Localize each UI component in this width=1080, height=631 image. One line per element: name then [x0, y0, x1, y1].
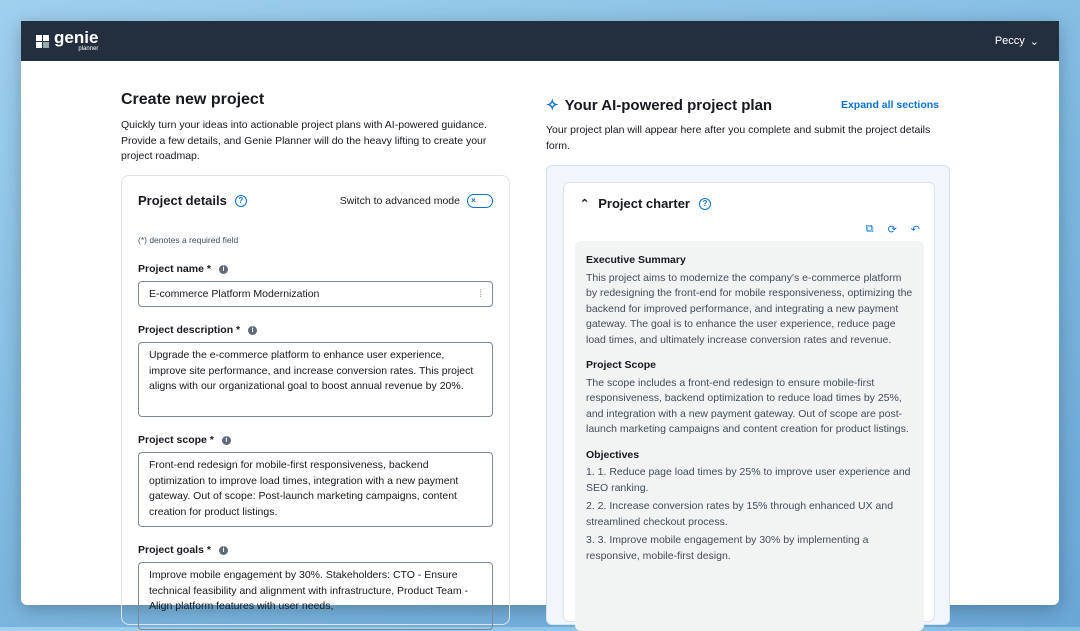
- required-note: (*) denotes a required field: [138, 235, 239, 245]
- undo-icon[interactable]: ↶: [910, 224, 920, 236]
- project-scope-input[interactable]: Front-end redesign for mobile-first responsiveness, backend optimization to improve load times, integration with a new payment gateway. Out of scope: Post-launch marketing campaigns, content creation for product listings.: [138, 452, 493, 527]
- info-icon[interactable]: i: [219, 265, 228, 274]
- objective-item: 1. 1. Reduce page load times by 25% to improve user experience and SEO ranking.: [586, 466, 911, 494]
- top-nav: [21, 21, 1059, 61]
- chevron-down-icon: ⌄: [1029, 35, 1039, 48]
- page-title: Create new project: [121, 91, 265, 108]
- user-name: Peccy: [994, 35, 1025, 47]
- exec-summary-text: This project aims to modernize the company's e-commerce platform by redesigning the front-end for mobile responsiveness, optimizing the backend for improved performance, and integrating a new payment gateway. The goal is to enhance the user experience, reduce page load times, and ultimately increase conversion rates and revenue.: [586, 271, 913, 346]
- chevron-up-icon[interactable]: ⌃: [580, 198, 590, 210]
- logo[interactable]: [36, 29, 98, 53]
- app-window: [21, 21, 1059, 612]
- field-label: Project name *: [138, 263, 211, 275]
- sparkle-icon: ✧: [546, 97, 559, 114]
- info-icon[interactable]: i: [222, 436, 231, 445]
- user-menu[interactable]: [995, 35, 1039, 48]
- project-charter-section: [563, 182, 935, 622]
- project-name-input[interactable]: [138, 281, 493, 307]
- plan-intro: Your project plan will appear here after you complete and submit the project details form.: [546, 124, 931, 152]
- card-title: Project details: [138, 193, 227, 208]
- help-icon[interactable]: ?: [699, 198, 711, 210]
- logo-icon: [36, 35, 49, 48]
- field-label: Project scope *: [138, 434, 214, 446]
- field-label: Project description *: [138, 324, 241, 336]
- input-value: Improve mobile engagement by 30%. Stakeholders: CTO - Ensure technical feasibility and alignment with infrastructure, Product Team - Align platform features with user needs,: [149, 569, 469, 612]
- exec-summary-heading: Executive Summary: [586, 254, 686, 266]
- ai-plan-header: [546, 96, 951, 154]
- project-details-card: [121, 175, 510, 625]
- objective-item: 3. 3. Improve mobile engagement by 30% by implementing a responsive, mobile-first design.: [586, 534, 869, 562]
- expand-all-link[interactable]: Expand all sections: [840, 99, 939, 111]
- advanced-mode-label: Switch to advanced mode: [339, 194, 460, 207]
- charter-content: [575, 241, 924, 631]
- objectives-heading: Objectives: [586, 448, 640, 461]
- logo-text: genie: [54, 28, 99, 47]
- objective-item: 2. 2. Increase conversion rates by 15% through enhanced UX and streamlined checkout process.: [586, 500, 894, 528]
- info-icon[interactable]: i: [248, 326, 257, 335]
- resize-handle-icon: ⁞: [479, 288, 482, 300]
- field-label: Project goals *: [138, 544, 211, 556]
- project-description-input[interactable]: Upgrade the e-commerce platform to enhance user experience, improve site performance, and increase conversion rates. This project aligns with our organizational goal to boost annual revenue by 20%.: [138, 342, 493, 417]
- intro-text: Quickly turn your ideas into actionable project plans with AI-powered guidance. Provide a few details, and Genie Planner will do the heavy lifting to create your project roadmap.: [121, 119, 487, 162]
- scope-heading: Project Scope: [586, 359, 657, 371]
- plan-panel: [546, 165, 950, 625]
- advanced-mode-toggle[interactable]: [467, 194, 493, 208]
- project-goals-input[interactable]: [138, 562, 493, 630]
- plan-title: Your AI-powered project plan: [564, 96, 773, 114]
- input-value: E-commerce Platform Modernization: [149, 288, 320, 300]
- refresh-icon[interactable]: ⟳: [887, 224, 897, 236]
- copy-icon[interactable]: ⧉: [865, 223, 874, 235]
- scope-text: The scope includes a front-end redesign to ensure mobile-first responsiveness, backend optimization to reduce load times by 25%, and integration with a new payment gateway. Out of scope are post-launch marketing campaigns and content creation for product listings.: [586, 376, 909, 435]
- section-title[interactable]: Project charter: [598, 196, 690, 211]
- help-icon[interactable]: ?: [235, 195, 247, 207]
- close-icon: ×: [471, 195, 476, 205]
- create-project-intro: [121, 91, 511, 165]
- info-icon[interactable]: i: [219, 546, 228, 555]
- logo-subtext: planner: [78, 46, 99, 52]
